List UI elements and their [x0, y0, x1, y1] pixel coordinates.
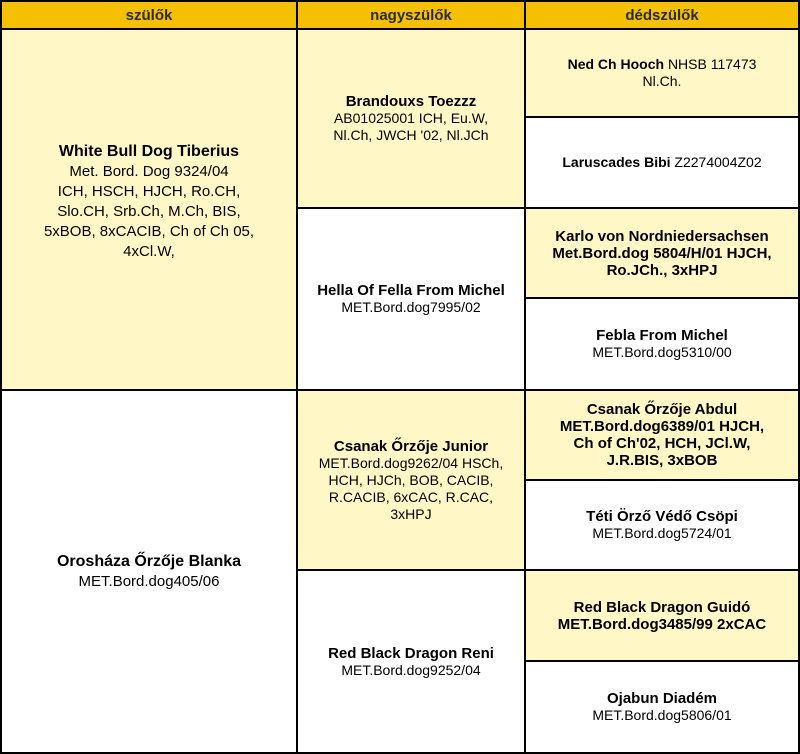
greatgrandparent-5-line: Csanak Őrzője Abdul — [586, 401, 738, 418]
greatgrandparent-8-detail: MET.Bord.dog5806/01 — [592, 707, 732, 723]
greatgrandparent-1-line — [568, 56, 757, 73]
greatgrandparent-1-reg: NHSB 117473 — [667, 56, 757, 72]
greatgrandparent-8 — [526, 662, 798, 752]
parent-dam — [2, 391, 296, 752]
header-parents — [2, 2, 296, 28]
grandparent-3-detail: HCH, HJCh, BOB, CACIB, — [328, 471, 494, 488]
parent-sire-detail: ICH, HSCH, HJCH, Ro.CH, — [57, 183, 241, 200]
greatgrandparent-1-detail: Nl.Ch. — [642, 73, 682, 89]
grandparent-4-name: Red Black Dragon Reni — [328, 644, 494, 662]
greatgrandparent-1-name: Ned Ch Hooch — [567, 56, 665, 72]
greatgrandparent-5-line: MET.Bord.dog6389/01 HJCH, — [559, 418, 765, 435]
header-parents-label: szülők — [125, 6, 173, 24]
greatgrandparent-8-name: Ojabun Diadém — [606, 690, 718, 707]
grandparent-3-detail: 3xHPJ — [390, 505, 432, 522]
greatgrandparent-4-name: Febla From Michel — [596, 327, 728, 344]
grandparent-1-detail: Nl.Ch, JWCH '02, Nl.JCh — [333, 127, 489, 143]
header-greatgrandparents — [526, 2, 798, 28]
greatgrandparent-5-line: Ch of Ch'02, HCH, JCl.W, — [573, 435, 751, 452]
header-grandparents-label: nagyszülők — [370, 6, 452, 24]
greatgrandparent-5-line: J.R.BIS, 3xBOB — [606, 452, 718, 469]
greatgrandparent-6-detail: MET.Bord.dog5724/01 — [592, 525, 732, 541]
greatgrandparent-2-line — [562, 154, 761, 171]
parent-sire-detail: Met. Bord. Dog 9324/04 — [69, 163, 229, 180]
greatgrandparent-6 — [526, 481, 798, 569]
grandparent-2 — [298, 209, 524, 389]
grandparent-1 — [298, 30, 524, 207]
parent-dam-name: Orosháza Őrzője Blanka — [56, 552, 242, 570]
greatgrandparent-7-line: MET.Bord.dog3485/99 2xCAC — [557, 615, 767, 633]
grandparent-1-detail: AB01025001 ICH, Eu.W, — [333, 110, 489, 126]
grandparent-4 — [298, 571, 524, 752]
greatgrandparent-2 — [526, 118, 798, 207]
greatgrandparent-3-line: Met.Bord.dog 5804/H/01 HJCH, — [552, 244, 772, 262]
parent-sire — [2, 30, 296, 389]
grandparent-2-detail: MET.Bord.dog7995/02 — [341, 299, 481, 315]
grandparent-3-name: Csanak Őrzője Junior — [333, 437, 489, 455]
grandparent-3 — [298, 391, 524, 569]
grandparent-1-name: Brandouxs Toezzz — [345, 93, 477, 110]
greatgrandparent-1 — [526, 30, 798, 116]
greatgrandparent-7-line: Red Black Dragon Guidó — [573, 598, 751, 616]
parent-dam-detail: MET.Bord.dog405/06 — [78, 572, 220, 590]
greatgrandparent-5 — [526, 391, 798, 479]
parent-sire-detail: 4xCl.W, — [123, 243, 175, 260]
greatgrandparent-3-line: Ro.JCh., 3xHPJ — [606, 261, 718, 279]
greatgrandparent-3-line: Karlo von Nordniedersachsen — [555, 227, 769, 245]
parent-sire-name: White Bull Dog Tiberius — [58, 143, 240, 160]
parent-sire-detail: 5xBOB, 8xCACIB, Ch of Ch 05, — [43, 223, 255, 240]
greatgrandparent-2-name: Laruscades Bibi — [562, 154, 671, 170]
parent-sire-detail: Slo.CH, Srb.Ch, M.Ch, BIS, — [57, 203, 241, 220]
grandparent-4-detail: MET.Bord.dog9252/04 — [341, 661, 481, 678]
grandparent-3-detail: R.CACIB, 6xCAC, R.CAC, — [328, 488, 494, 505]
greatgrandparent-4 — [526, 299, 798, 389]
greatgrandparent-4-detail: MET.Bord.dog5310/00 — [592, 344, 732, 360]
greatgrandparent-2-reg: Z2274004Z02 — [674, 154, 762, 170]
greatgrandparent-3 — [526, 209, 798, 297]
grandparent-2-name: Hella Of Fella From Michel — [317, 282, 505, 299]
greatgrandparent-6-name: Téti Örző Védő Csöpi — [586, 508, 738, 525]
header-greatgrandparents-label: dédszülők — [625, 6, 699, 24]
grandparent-3-detail: MET.Bord.dog9262/04 HSCh, — [318, 454, 504, 471]
header-grandparents — [298, 2, 524, 28]
greatgrandparent-7 — [526, 571, 798, 660]
